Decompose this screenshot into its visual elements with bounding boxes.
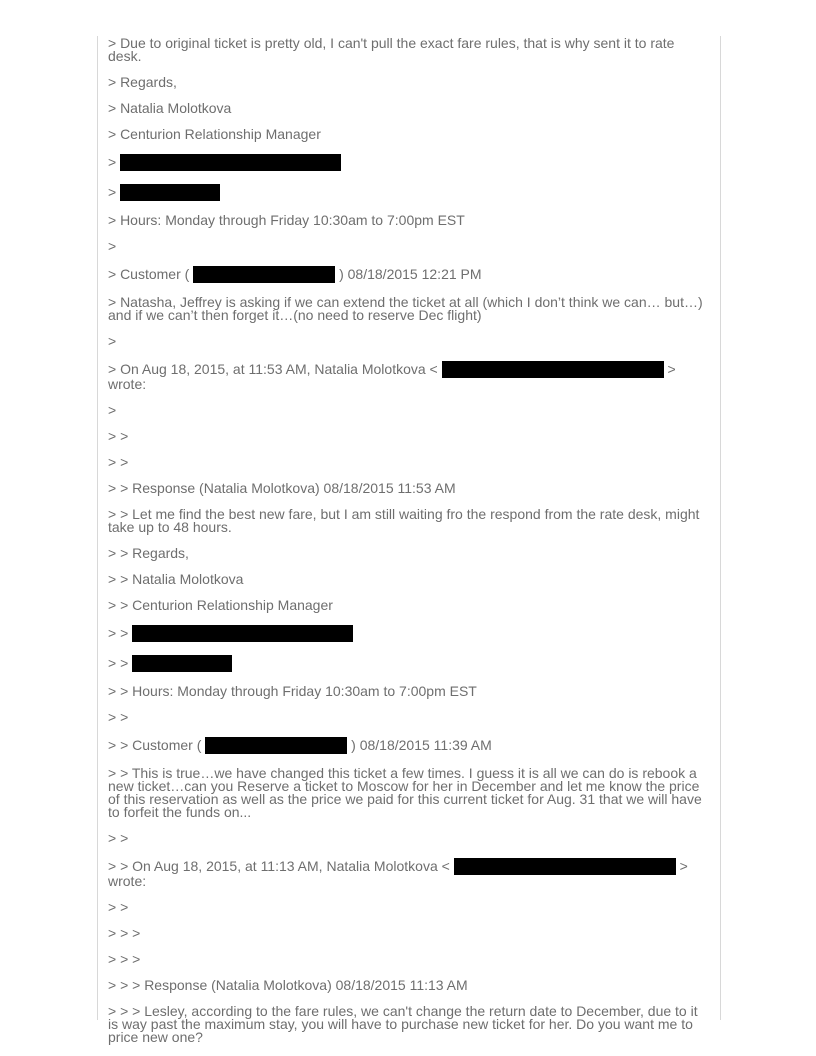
message-line: > > Centurion Relationship Manager bbox=[108, 597, 333, 613]
message-line: > > Response (Natalia Molotkova) 08/18/2015 11:53 AM bbox=[108, 480, 456, 496]
message-line: > > bbox=[108, 830, 129, 846]
quote-marker: > bbox=[108, 154, 117, 170]
redaction-bar bbox=[205, 737, 347, 754]
redaction-bar bbox=[132, 655, 232, 672]
message-line bbox=[108, 266, 706, 283]
message-line bbox=[108, 625, 706, 642]
message-line bbox=[108, 858, 706, 888]
message-line: > > bbox=[108, 454, 129, 470]
sender-timestamp: ) 08/18/2015 11:39 AM bbox=[351, 737, 492, 753]
redaction-bar bbox=[442, 361, 664, 378]
message-line: > > Hours: Monday through Friday 10:30am to 7:00pm EST bbox=[108, 683, 477, 699]
reply-header-prefix: > On Aug 18, 2015, at 11:53 AM, Natalia Molotkova < bbox=[108, 361, 438, 377]
reply-header-suffix: > wrote: bbox=[108, 858, 688, 889]
sender-timestamp: ) 08/18/2015 12:21 PM bbox=[339, 266, 482, 282]
message-line: > Hours: Monday through Friday 10:30am to 7:00pm EST bbox=[108, 212, 465, 228]
message-line: > Regards, bbox=[108, 74, 177, 90]
message-line bbox=[108, 737, 706, 754]
message-line: > Natalia Molotkova bbox=[108, 100, 232, 116]
redaction-bar bbox=[454, 858, 676, 875]
email-thread bbox=[108, 36, 706, 1044]
quote-marker: > bbox=[108, 184, 117, 200]
message-line: > > bbox=[108, 428, 129, 444]
message-line: > > Natalia Molotkova bbox=[108, 571, 244, 587]
message-line: > > This is true…we have changed this ticket a few times. I guess it is all we can do is rebook a new ticket…can you Reserve a ticket to Moscow for her in December and let me know the price of this reservation as well as the price we paid for this current ticket for Aug. 31 that we will have to forfeit the funds on... bbox=[108, 765, 702, 820]
message-line bbox=[108, 154, 706, 171]
message-line: > Due to original ticket is pretty old, I can't pull the exact fare rules, that is why sent it to rate desk. bbox=[108, 35, 675, 64]
sender-prefix: > Customer ( bbox=[108, 266, 190, 282]
message-line: > bbox=[108, 238, 117, 254]
message-line: > > Let me find the best new fare, but I am still waiting fro the respond from the rate desk, might take up to 48 hours. bbox=[108, 506, 700, 535]
message-line: > > > Response (Natalia Molotkova) 08/18/2015 11:13 AM bbox=[108, 977, 468, 993]
redaction-bar bbox=[193, 266, 335, 283]
message-line bbox=[108, 184, 706, 201]
message-line: > > Regards, bbox=[108, 545, 189, 561]
reply-header-suffix: > wrote: bbox=[108, 361, 676, 392]
sender-prefix: > > Customer ( bbox=[108, 737, 202, 753]
document-page bbox=[97, 35, 721, 1045]
message-line: > > > bbox=[108, 951, 141, 967]
redaction-bar bbox=[120, 154, 341, 171]
message-line bbox=[108, 361, 706, 391]
quote-marker: > > bbox=[108, 625, 129, 641]
reply-header-prefix: > > On Aug 18, 2015, at 11:13 AM, Natalia Molotkova < bbox=[108, 858, 450, 874]
message-line: > bbox=[108, 402, 117, 418]
message-line: > > bbox=[108, 899, 129, 915]
redaction-bar bbox=[120, 184, 220, 201]
message-line: > > > bbox=[108, 925, 141, 941]
message-line: > > bbox=[108, 709, 129, 725]
message-line bbox=[108, 655, 706, 672]
message-line: > Natasha, Jeffrey is asking if we can extend the ticket at all (which I don’t think we can… but…) and if we can’t then forget it…(no need to reserve Dec flight) bbox=[108, 294, 703, 323]
message-line: > bbox=[108, 333, 117, 349]
message-line: > > > Lesley, according to the fare rules, we can't change the return date to December, due to it is way past the maximum stay, you will have to purchase new ticket for her. Do you want me to price new one? bbox=[108, 1003, 698, 1045]
redaction-bar bbox=[132, 625, 353, 642]
quote-marker: > > bbox=[108, 655, 129, 671]
message-line: > Centurion Relationship Manager bbox=[108, 126, 321, 142]
